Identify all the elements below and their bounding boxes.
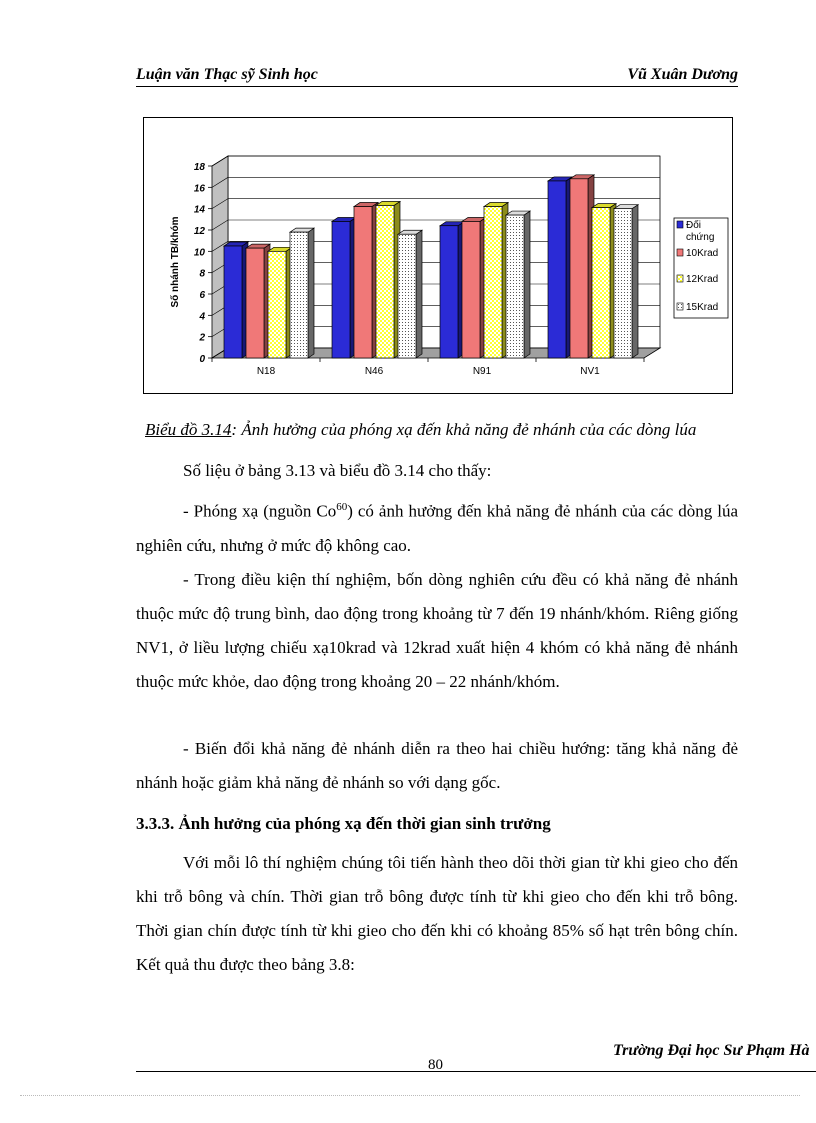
y-tick-label: 16	[193, 183, 205, 195]
legend-label: chứng	[686, 232, 715, 243]
bar-side	[308, 228, 314, 358]
x-tick-label: N91	[472, 366, 492, 377]
header-rule	[136, 86, 738, 87]
bar	[354, 207, 372, 358]
tillering-bar-chart	[144, 118, 732, 393]
y-tick-label: 6	[199, 290, 205, 301]
bar	[484, 207, 502, 358]
y-tick-label: 2	[199, 332, 205, 344]
y-tick-label: 18	[193, 162, 205, 173]
paragraph-radiation-effect	[136, 490, 738, 563]
paragraph-radiation-text-a: - Phóng xạ (nguồn Co	[183, 501, 337, 521]
running-header-right: Vũ Xuân Dương	[627, 66, 738, 83]
bar-side	[416, 230, 422, 358]
x-tick-label: N46	[364, 366, 384, 377]
bar	[268, 251, 286, 358]
running-header-left: Luận văn Thạc sỹ Sinh học	[136, 66, 318, 83]
bar	[224, 246, 242, 358]
section-heading: 3.3.3. Ảnh hưởng của phóng xạ đến thời gian sinh trưởng	[136, 814, 551, 833]
x-tick-label: NV1	[580, 366, 600, 377]
bar	[440, 226, 458, 358]
legend-label: 12Krad	[686, 274, 719, 285]
footer-school: Trường Đại học Sư Phạm Hà	[613, 1042, 810, 1059]
isotope-superscript: 60	[336, 501, 348, 513]
bar	[462, 221, 480, 358]
paragraph-direction: - Biến đổi khả năng đẻ nhánh diễn ra theo hai chiều hướng: tăng khả năng đẻ nhánh hoặc giảm khả năng đẻ nhánh so với dạng gốc.	[136, 739, 738, 792]
bar	[506, 215, 524, 358]
bar	[246, 248, 264, 358]
bar	[398, 234, 416, 358]
bar	[570, 179, 588, 358]
y-tick-label: 12	[193, 226, 205, 237]
y-tick-label: 0	[199, 354, 205, 365]
y-tick-label: 4	[199, 311, 205, 323]
bar	[592, 208, 610, 358]
dotted-separator	[20, 1095, 800, 1096]
legend-swatch	[677, 303, 683, 310]
paragraph-radiation-text-b: ) có ảnh hưởng đến khả năng đẻ nhánh của các dòng lúa nghiên cứu, nhưng ở mức độ không cao.	[136, 501, 738, 555]
bar-side	[632, 205, 638, 358]
legend-label: Đối	[686, 220, 702, 231]
page-number: 80	[428, 1057, 443, 1073]
footer-rule	[136, 1071, 816, 1072]
bar-side	[524, 211, 530, 358]
y-tick-label: 14	[193, 204, 205, 216]
paragraph-intro: Số liệu ở bảng 3.13 và biểu đồ 3.14 cho thấy:	[183, 461, 492, 480]
y-axis-label: Số nhánh TB/khóm	[170, 216, 181, 308]
legend-label: 15Krad	[686, 302, 719, 313]
figure-reference: Biểu đồ 3.14	[145, 420, 232, 439]
paragraph-growth-time: Với mỗi lô thí nghiệm chúng tôi tiến hành theo dõi thời gian từ khi gieo cho đến khi trỗ bông và chín. Thời gian trỗ bông được tính từ khi gieo cho đến khi trỗ bông. Thời gian chín được tính từ khi gieo cho đến khi có khoảng 85% số hạt trên bông chín. Kết quả thu được theo bảng 3.8:	[136, 853, 738, 974]
x-tick-label: N18	[256, 366, 276, 377]
y-tick-label: 10	[193, 247, 205, 259]
bar	[376, 205, 394, 358]
chart-frame	[143, 117, 733, 394]
legend-swatch	[677, 249, 683, 256]
bar	[614, 209, 632, 358]
figure-caption	[145, 420, 745, 440]
paragraph-tillering-range: - Trong điều kiện thí nghiệm, bốn dòng nghiên cứu đều có khả năng đẻ nhánh thuộc mức độ trung bình, dao động trong khoảng từ 7 đến 19 nhánh/khóm. Riêng giống NV1, ở liều lượng chiếu xạ10krad và 12krad xuất hiện 4 khóm có khả năng đẻ nhánh thuộc mức khỏe, dao động trong khoảng 20 – 22 nhánh/khóm.	[136, 570, 738, 691]
figure-caption-text: : Ảnh hưởng của phóng xạ đến khả năng đẻ nhánh của các dòng lúa	[231, 420, 697, 439]
legend-swatch	[677, 221, 683, 228]
bar	[290, 232, 308, 358]
legend-swatch	[677, 275, 683, 282]
bar	[548, 181, 566, 358]
bar	[332, 221, 350, 358]
legend-label: 10Krad	[686, 248, 719, 259]
y-tick-label: 8	[199, 268, 205, 280]
